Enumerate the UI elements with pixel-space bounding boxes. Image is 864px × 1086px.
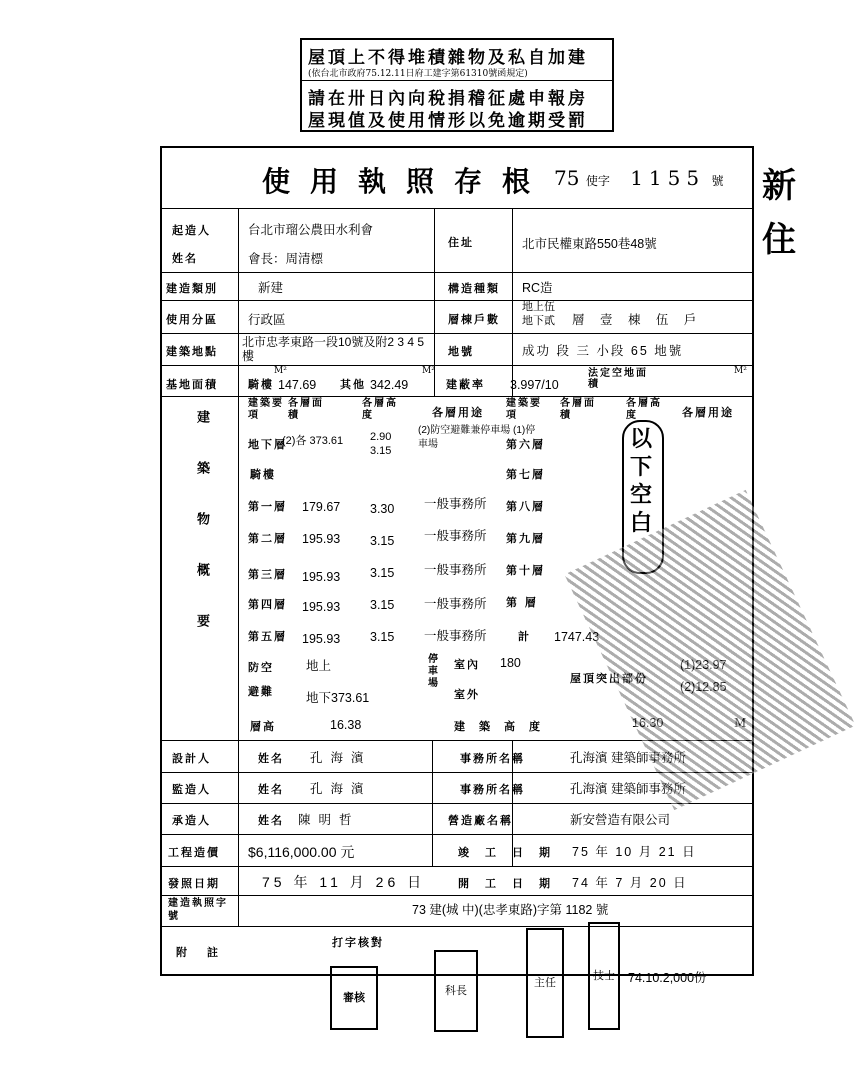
print-note: 74.10.2,000份 [628, 971, 707, 985]
owner-rep: 會長：周清標 [248, 252, 324, 266]
address-value: 北市民權東路550巷48號 [522, 237, 657, 251]
floors-label: 層棟戶數 [448, 313, 500, 326]
arcade-label: 騎樓 [248, 378, 274, 391]
lot-value: 成功 段 三 小段 65 地號 [522, 344, 684, 358]
notice-line2: (依台北市政府75.12.11日府工建字第61310號函規定) [308, 69, 528, 79]
site-area-label: 基地面積 [166, 378, 218, 391]
floor-2: 第二層 [248, 532, 287, 545]
notice-box [300, 38, 614, 132]
cost-value: $6,116,000.00 元 [248, 844, 355, 860]
site-label: 建築地點 [166, 345, 218, 358]
floor-4: 第四層 [248, 598, 287, 611]
permit-form: 使用執照存根 75 使字 1155 號 起造人 姓名 台北市瑠公農田水利會 會長：周清標 住址 北市民權東路550巷48號 建造類別 新建 構造種類 RC造 使用分區 行政區 層棟戶數 地上伍 地下貳 層 壹 棟 伍 戶 建築地點 北市忠孝東路一段10號及附2 3 4 5樓 地號 成功 段 三 小段 65 地號 基地面積 騎樓 147.69 M² 其他 342.49 M² 建蔽率 3.997/10 法定空地面積 M² 建築物概要 建築要項 各層面積 各層高度 各層用途 建築要項 各層面積 各層高度 各層用途 地下層 (2)各 373.61 2.90 3.15 (2)防空避難兼停車場 (1)停車場 騎樓 第一層 179.67 3.30 一般事務所 第二層 195.93 3.15 一般事務所 第三層 195.93 3.15 一般事務所 第四層 195.93 3.15 一般事務所 第五層 195.93 3.15 一般事務所 第六層 第七層 第八層 第九層 第十層 第 層 計 1747.43 防空避難 地上 地下373.61 停車場 室內 180 室外 屋頂突出部份 (1)23.97 (2)12.85 層高 16.38 建築高度 16.30 M 設計人 姓名 孔海濱 事務所名稱 孔海濱 建築師事務所 監造人 姓名 孔海濱 事務所名稱 孔海濱 建築師事務所 承造人 姓名 陳明哲 營造廠名稱 新安營造有限公司 工程造價 $6,116,000.00 元 竣工日期 75 年 10 月 21 日 發照日期 75 年 11 月 26 日 開工日期 74 年 7 月 20 日 建造執照字號 73 建(城 中)(忠孝東路)字第 1182 號 附註 打字核對 74.10.2,000份 [160, 146, 754, 976]
floor-basement: 地下層 [248, 438, 287, 451]
floor-3: 第三層 [248, 568, 287, 581]
floor-1: 第一層 [248, 500, 287, 513]
floor-arcade: 騎樓 [250, 468, 276, 481]
notice-line1: 屋頂上不得堆積雜物及私自加建 [308, 48, 588, 68]
floor-5: 第五層 [248, 630, 287, 643]
seal-1: 審核 [330, 966, 378, 1030]
zone-value: 行政區 [248, 313, 286, 327]
other-area: 342.49 [370, 378, 409, 392]
owner-org: 台北市瑠公農田水利會 [248, 223, 374, 237]
edge-char: 住 [762, 220, 796, 260]
site-value: 北市忠孝東路一段10號及附2 3 4 5樓 [242, 335, 425, 363]
blank-mark: 以下空白 [630, 426, 653, 536]
structure-value: RC造 [522, 281, 553, 295]
seal-2: 科長 [434, 950, 478, 1032]
notice-line4: 屋現值及使用情形以免逾期受罰 [308, 111, 588, 131]
seal-3: 主任 [526, 928, 564, 1038]
floors-value: 地上伍 地下貳 [522, 301, 555, 327]
coverage-value: 3.997/10 [510, 378, 559, 392]
structure-label: 構造種類 [448, 282, 500, 295]
category-label: 建造類別 [166, 282, 218, 295]
notice-line3: 請在卅日內向稅捐稽征處申報房 [308, 89, 588, 109]
coverage-label: 建蔽率 [446, 378, 485, 391]
floors-rest: 層 壹 棟 伍 戶 [572, 313, 703, 327]
address-label: 住址 [448, 236, 474, 249]
zone-label: 使用分區 [166, 313, 218, 326]
permit-number: 75 使字 1155 號 [554, 166, 724, 190]
form-title: 使用執照存根 [262, 165, 551, 198]
total-area: 1747.43 [554, 630, 600, 644]
seal-4: 技士 [588, 922, 620, 1030]
arcade-area: 147.69 [278, 378, 317, 392]
building-label: 建築物概要 [194, 410, 209, 665]
lot-label: 地號 [448, 345, 474, 358]
name-label: 姓名 [172, 252, 198, 265]
edge-char: 新 [762, 166, 796, 206]
owner-label: 起造人 [172, 224, 211, 237]
open-space-label: 法定空地面積 [588, 368, 648, 390]
category-value: 新建 [258, 281, 284, 295]
other-label: 其他 [340, 378, 366, 391]
